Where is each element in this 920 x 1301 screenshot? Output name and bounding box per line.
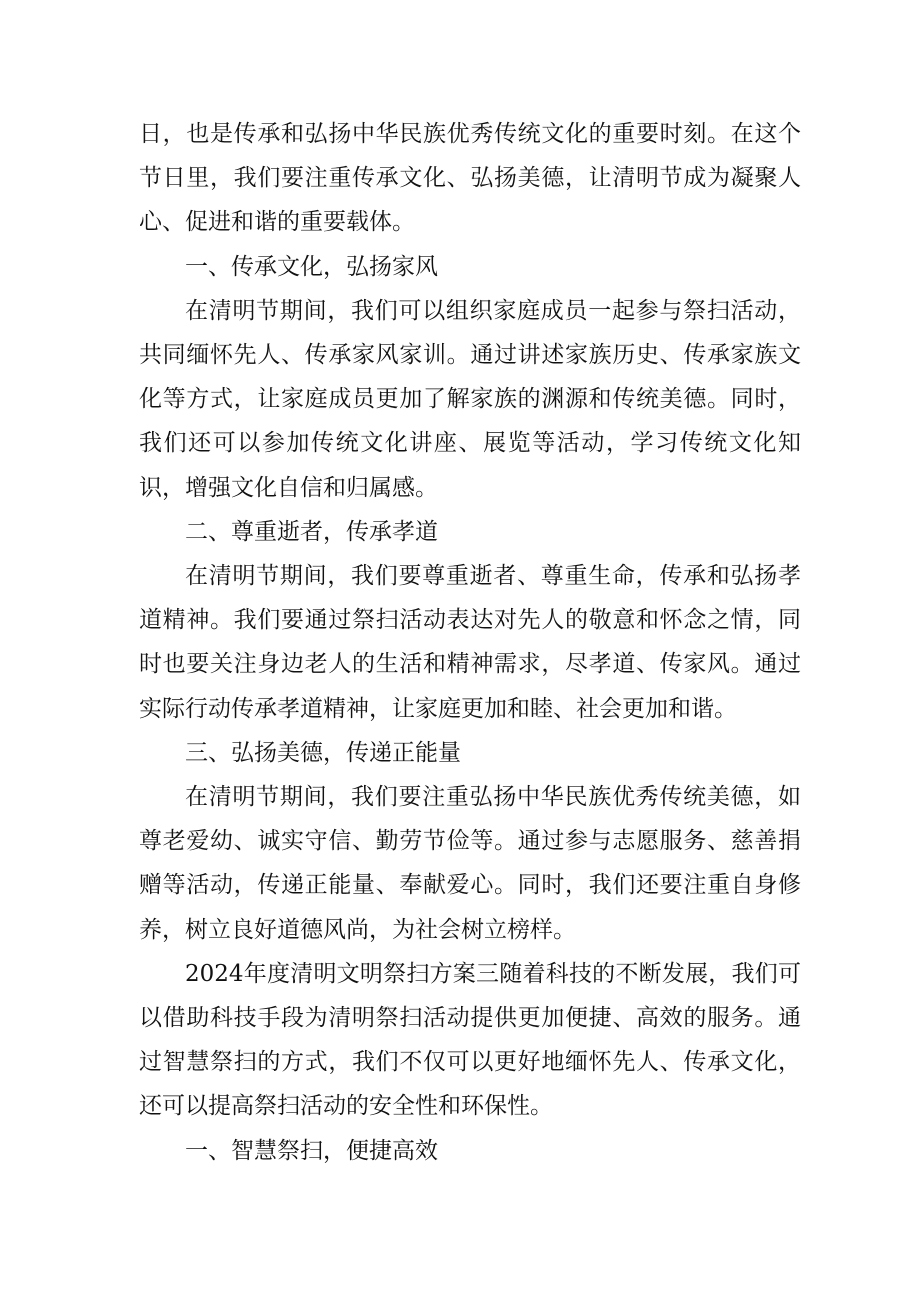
paragraph: 在清明节期间，我们要注重弘扬中华民族优秀传统美德，如尊老爱幼、诚实守信、勤劳节俭等。通过参与志愿服务、慈善捐赠等活动，传递正能量、奉献爱心。同时，我们还要注重自身修养，树立良好道德风尚，为社会树立榜样。: [139, 784, 801, 943]
document-body: [139, 112, 801, 1173]
paragraph: 在清明节期间，我们可以组织家庭成员一起参与祭扫活动，共同缅怀先人、传承家风家训。通过讲述家族历史、传承家族文化等方式，让家庭成员更加了解家族的渊源和传统美德。同时，我们还可以参加传统文化讲座、展览等活动，学习传统文化知识，增强文化自信和归属感。: [139, 297, 801, 501]
section-heading-2: 二、尊重逝者，传承孝道: [185, 518, 438, 545]
paragraph: 在清明节期间，我们要尊重逝者、尊重生命，传承和弘扬孝道精神。我们要通过祭扫活动表达对先人的敬意和怀念之情，同时也要关注身边老人的生活和精神需求，尽孝道、传家风。通过实际行动传承孝道精神，让家庭更加和睦、社会更加和谐。: [139, 563, 801, 722]
section-heading-3: 三、弘扬美德，传递正能量: [185, 739, 461, 766]
section-heading-1: 一、传承文化，弘扬家风: [185, 253, 438, 280]
section-heading-4: 一、智慧祭扫，便捷高效: [185, 1137, 438, 1164]
paragraph: 2024年度清明文明祭扫方案三随着科技的不断发展，我们可以借助科技手段为清明祭扫活动提供更加便捷、高效的服务。通过智慧祭扫的方式，我们不仅可以更好地缅怀先人、传承文化，还可以提高祭扫活动的安全性和环保性。: [139, 960, 801, 1120]
paragraph-continuation: 日，也是传承和弘扬中华民族优秀传统文化的重要时刻。在这个节日里，我们要注重传承文化、弘扬美德，让清明节成为凝聚人心、促进和谐的重要载体。: [139, 121, 801, 236]
